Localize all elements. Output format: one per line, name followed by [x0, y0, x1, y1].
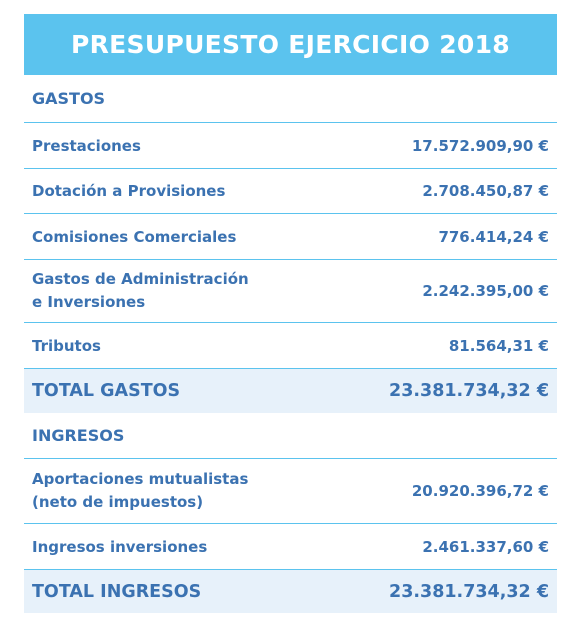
- row-value: 776.414,24 €: [438, 227, 549, 246]
- table-row: [24, 459, 557, 524]
- table-title: PRESUPUESTO EJERCICIO 2018: [70, 30, 510, 59]
- row-label: Dotación a Provisiones: [32, 182, 226, 200]
- section-label: GASTOS: [32, 89, 106, 108]
- table-row: [24, 169, 557, 214]
- table-row: [24, 214, 557, 260]
- row-label-line: Aportaciones mutualistas: [32, 470, 249, 488]
- table-row: [24, 123, 557, 169]
- row-value: 81.564,31 €: [448, 336, 549, 355]
- section-label: INGRESOS: [32, 426, 125, 445]
- total-row-gastos: [24, 369, 557, 413]
- table-row: [24, 524, 557, 570]
- total-label: TOTAL GASTOS: [32, 381, 181, 401]
- total-value: 23.381.734,32 €: [389, 381, 549, 401]
- row-label: Prestaciones: [32, 136, 141, 155]
- row-value: 2.242.395,00 €: [422, 282, 549, 300]
- row-value: 20.920.396,72 €: [411, 482, 549, 500]
- row-label: Ingresos inversiones: [32, 537, 208, 556]
- table-row: [24, 323, 557, 369]
- section-heading-gastos: [24, 75, 557, 123]
- total-label: TOTAL INGRESOS: [32, 581, 202, 602]
- row-label: Tributos: [32, 336, 101, 355]
- row-label-line: (neto de impuestos): [32, 493, 204, 511]
- table-header: [24, 14, 557, 75]
- total-value: 23.381.734,32 €: [389, 581, 549, 602]
- total-row-ingresos: [24, 570, 557, 613]
- row-label: [32, 468, 248, 514]
- row-label-line: e Inversiones: [32, 293, 146, 311]
- section-heading-ingresos: [24, 413, 557, 459]
- row-label-line: Gastos de Administración: [32, 270, 249, 288]
- table-row: [24, 260, 557, 323]
- row-label: Comisiones Comerciales: [32, 227, 237, 246]
- row-value: 2.461.337,60 €: [422, 537, 549, 556]
- budget-table: [24, 14, 557, 613]
- row-label: [32, 268, 249, 314]
- row-value: 2.708.450,87 €: [422, 182, 549, 200]
- row-value: 17.572.909,90 €: [411, 136, 549, 155]
